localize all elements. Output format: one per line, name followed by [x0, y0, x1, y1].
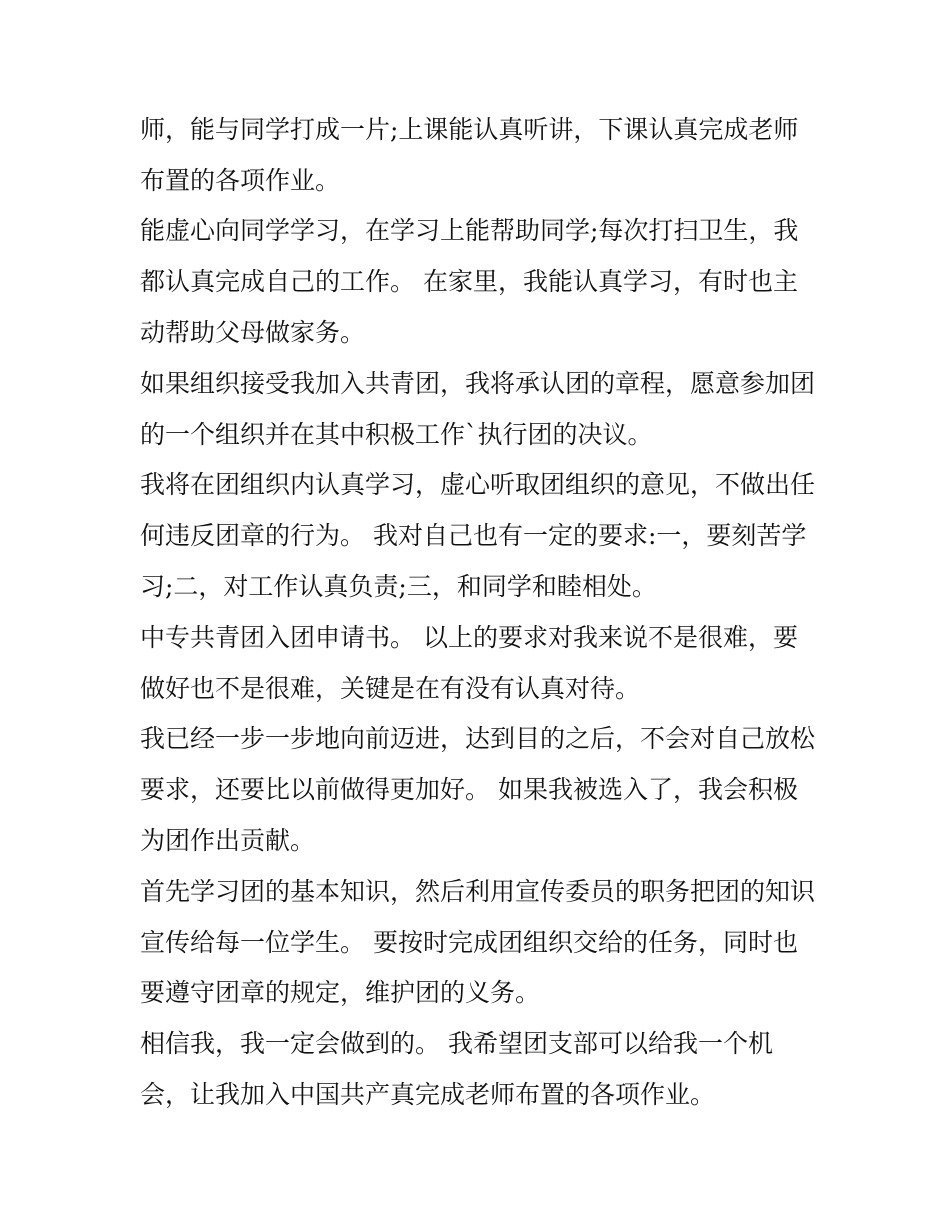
text-line: 都认真完成自己的工作。 在家里，我能认真学习，有时也主	[140, 267, 798, 296]
text-line: 我将在团组织内认真学习，虚心听取团组织的意见，不做出任	[140, 470, 816, 499]
text-line: 习;二，对工作认真负责;三，和同学和睦相处。	[140, 572, 657, 601]
text-line: 相信我，我一定会做到的。 我希望团支部可以给我一个机	[140, 1029, 773, 1058]
text-line: 首先学习团的基本知识，然后利用宣传委员的职务把团的知识	[140, 877, 816, 906]
text-line: 宣传给每一位学生。 要按时完成团组织交给的任务，同时也	[140, 928, 798, 957]
text-line: 动帮助父母做家务。	[140, 318, 366, 347]
text-line: 师，能与同学打成一片;上课能认真听讲，下课认真完成老师	[140, 115, 799, 144]
text-line: 做好也不是很难，关键是在有没有认真对待。	[140, 674, 641, 703]
text-line: 为团作出贡献。	[140, 826, 316, 855]
text-line: 布置的各项作业。	[140, 166, 341, 195]
text-line: 中专共青团入团申请书。 以上的要求对我来说不是很难，要	[140, 623, 798, 652]
text-line: 的一个组织并在其中积极工作`执行团的决议。	[140, 420, 653, 449]
text-line: 何违反团章的行为。 我对自己也有一定的要求:一，要刻苦学	[140, 521, 807, 550]
text-line: 我已经一步一步地向前迈进，达到目的之后，不会对自己放松	[140, 724, 816, 753]
text-line: 要求，还要比以前做得更加好。 如果我被选入了，我会积极	[140, 775, 798, 804]
text-line: 如果组织接受我加入共青团，我将承认团的章程，愿意参加团	[140, 369, 816, 398]
text-line: 会，让我加入中国共产真完成老师布置的各项作业。	[140, 1080, 716, 1109]
text-line: 要遵守团章的规定，维护团的义务。	[140, 978, 541, 1007]
text-line: 能虚心向同学学习，在学习上能帮助同学;每次打扫卫生，我	[140, 216, 799, 245]
